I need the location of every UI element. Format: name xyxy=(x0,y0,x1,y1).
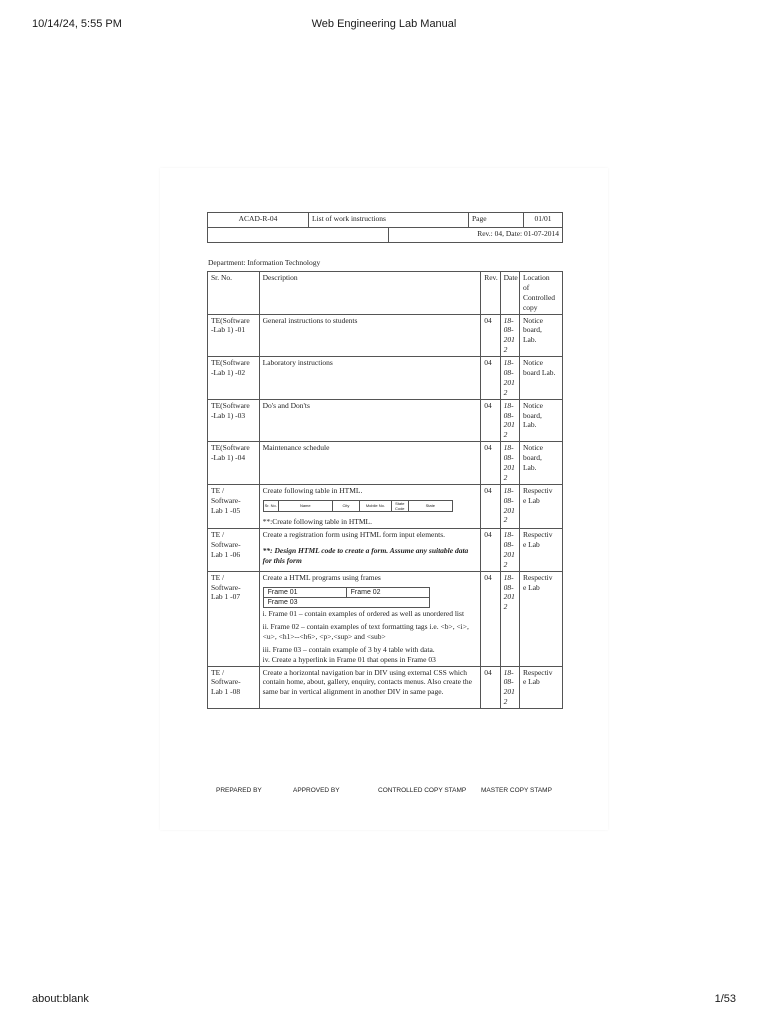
prepared-by-label: PREPARED BY xyxy=(216,787,262,794)
table-row xyxy=(208,399,563,442)
page-value: 01/01 xyxy=(524,213,563,228)
date-line: 08- xyxy=(503,453,514,463)
date-line: 18- xyxy=(503,667,514,677)
header-blank-cell xyxy=(208,228,389,243)
date-cell xyxy=(500,666,519,709)
sr-no-cell xyxy=(208,399,260,442)
sample-header-sr-no: Sr. No. xyxy=(263,500,278,512)
location-line: Controlled xyxy=(522,292,556,302)
print-url: about:blank xyxy=(32,993,89,1005)
location-cell xyxy=(519,314,562,357)
sr-no-line: Software- xyxy=(211,540,241,550)
location-line: e Lab xyxy=(522,540,540,550)
document-header-table xyxy=(207,212,563,243)
location-cell xyxy=(519,666,562,709)
column-header-date: Date xyxy=(500,272,519,315)
rev-cell: 04 xyxy=(481,442,500,485)
rev-cell: 04 xyxy=(481,399,500,442)
sr-no-line: Lab 1 -05 xyxy=(211,505,241,515)
controlled-copy-stamp-label: CONTROLLED COPY STAMP xyxy=(378,787,467,794)
frame-instruction: i. Frame 01 – contain examples of ordered as well as unordered list xyxy=(262,609,465,619)
location-line: Lab. xyxy=(522,335,537,345)
date-line: 201 xyxy=(503,505,515,515)
description-cell: Do's and Don'ts xyxy=(259,399,481,442)
frame-instruction: ii. Frame 02 – contain examples of text formatting tags i.e. <b>, <i>, <u>, <h1>--<h6>, <p>,<sup> and <sub> xyxy=(262,621,469,641)
description-cell xyxy=(259,484,481,528)
sr-no-line: Software- xyxy=(211,495,241,505)
location-cell xyxy=(519,529,562,572)
location-cell xyxy=(519,399,562,442)
rev-cell: 04 xyxy=(481,357,500,400)
rev-cell: 04 xyxy=(481,484,500,528)
date-line: 2 xyxy=(503,602,508,612)
date-line: 2 xyxy=(503,559,508,569)
approved-by-label: APPROVED BY xyxy=(293,787,340,794)
date-line: 18- xyxy=(503,572,514,582)
table-row xyxy=(208,314,563,357)
location-line: Location xyxy=(522,273,550,282)
date-line: 201 xyxy=(503,377,515,387)
table-row xyxy=(208,357,563,400)
sr-no-line: -Lab 1) -03 xyxy=(211,410,246,420)
description-cell: Create a horizontal navigation bar in DIV using external CSS which contain home, about, gallery, enquiry, contacts menus. Also create the same bar in vertical alignment in another DIV in same page. xyxy=(259,666,481,709)
location-line: of xyxy=(522,282,530,292)
sr-no-line: TE(Software xyxy=(211,315,250,325)
location-line: Respectiv xyxy=(522,572,553,582)
date-line: 18- xyxy=(503,530,514,540)
description-cell xyxy=(259,571,481,666)
sample-header-state: State xyxy=(408,500,452,512)
date-line: 18- xyxy=(503,358,514,368)
sr-no-line: TE / xyxy=(211,572,225,582)
work-instructions-table xyxy=(207,271,563,709)
table-row xyxy=(208,666,563,709)
master-copy-stamp-label: MASTER COPY STAMP xyxy=(481,787,552,794)
location-line: board, xyxy=(522,325,542,335)
sr-no-line: Lab 1 -06 xyxy=(211,549,241,559)
date-line: 2 xyxy=(503,697,508,707)
rev-cell: 04 xyxy=(481,314,500,357)
sr-no-cell xyxy=(208,442,260,485)
date-line: 08- xyxy=(503,368,514,378)
sr-no-line: TE(Software xyxy=(211,358,250,368)
location-line: e Lab xyxy=(522,677,540,687)
location-line: e Lab xyxy=(522,582,540,592)
table-row xyxy=(208,442,563,485)
page-label: Page xyxy=(469,213,524,228)
document-code: ACAD-R-04 xyxy=(208,213,309,228)
date-line: 08- xyxy=(503,410,514,420)
sample-header-name: Name xyxy=(278,500,332,512)
date-cell xyxy=(500,399,519,442)
date-line: 08- xyxy=(503,677,514,687)
date-line: 201 xyxy=(503,335,515,345)
print-title: Web Engineering Lab Manual xyxy=(311,18,457,30)
frame-01-box: Frame 01 xyxy=(263,587,346,597)
description-text: Create following table in HTML. xyxy=(262,485,363,495)
frame-instruction: iv. Create a hyperlink in Frame 01 that opens in Frame 03 xyxy=(262,654,436,664)
sr-no-cell xyxy=(208,314,260,357)
sr-no-line: TE / xyxy=(211,485,225,495)
description-note: **:Create following table in HTML. xyxy=(262,517,372,527)
sr-no-line: Lab 1 -07 xyxy=(211,592,241,602)
date-line: 08- xyxy=(503,582,514,592)
location-line: Notice xyxy=(522,315,543,325)
rev-cell: 04 xyxy=(481,571,500,666)
date-line: 2 xyxy=(503,430,508,440)
rev-cell: 04 xyxy=(481,529,500,572)
location-line: copy xyxy=(522,302,538,312)
location-line: board, xyxy=(522,453,542,463)
description-cell: General instructions to students xyxy=(259,314,481,357)
column-header-description: Description xyxy=(259,272,481,315)
date-line: 08- xyxy=(503,540,514,550)
date-line: 2 xyxy=(503,515,508,525)
date-cell xyxy=(500,357,519,400)
location-cell xyxy=(519,357,562,400)
sample-header-state-code: State Code xyxy=(391,500,408,512)
sr-no-cell xyxy=(208,666,260,709)
date-cell xyxy=(500,529,519,572)
date-line: 18- xyxy=(503,315,514,325)
location-line: Respectiv xyxy=(522,530,553,540)
column-header-rev: Rev. xyxy=(481,272,500,315)
sr-no-cell xyxy=(208,357,260,400)
frames-diagram xyxy=(263,587,430,608)
date-line: 2 xyxy=(503,345,508,355)
sample-header-city: City xyxy=(332,500,359,512)
description-note: **: Design HTML code to create a form. Assume any suitable data for this form xyxy=(262,546,469,565)
location-line: Notice xyxy=(522,400,543,410)
sr-no-line: Lab 1 -08 xyxy=(211,687,241,697)
description-text: Create a registration form using HTML form input elements. xyxy=(262,530,446,540)
frame-03-box: Frame 03 xyxy=(263,597,429,607)
date-cell xyxy=(500,314,519,357)
location-line: Respectiv xyxy=(522,667,553,677)
print-page-number: 1/53 xyxy=(714,993,736,1005)
signature-row xyxy=(160,787,608,799)
date-cell xyxy=(500,442,519,485)
table-row xyxy=(208,484,563,528)
date-line: 201 xyxy=(503,463,515,473)
sr-no-line: -Lab 1) -02 xyxy=(211,368,246,378)
location-line: Lab. xyxy=(522,420,537,430)
sr-no-line: Software- xyxy=(211,582,241,592)
print-footer xyxy=(0,993,768,1009)
date-line: 18- xyxy=(503,443,514,453)
rev-cell: 04 xyxy=(481,666,500,709)
date-line: 08- xyxy=(503,495,514,505)
date-line: 2 xyxy=(503,472,508,482)
sr-no-line: -Lab 1) -04 xyxy=(211,453,246,463)
location-line: e Lab xyxy=(522,495,540,505)
sample-header-mobile: Mobile No. xyxy=(360,500,392,512)
sr-no-line: -Lab 1) -01 xyxy=(211,325,246,335)
date-line: 2 xyxy=(503,387,508,397)
location-line: Notice xyxy=(522,358,543,368)
print-datetime: 10/14/24, 5:55 PM xyxy=(32,18,122,30)
date-line: 201 xyxy=(503,420,515,430)
sample-html-table xyxy=(263,500,453,513)
date-line: 201 xyxy=(503,592,515,602)
location-line: board Lab. xyxy=(522,368,556,378)
column-header-location xyxy=(519,272,562,315)
description-cell: Maintenance schedule xyxy=(259,442,481,485)
sr-no-line: TE(Software xyxy=(211,443,250,453)
description-cell xyxy=(259,529,481,572)
location-cell xyxy=(519,484,562,528)
revision-info: Rev.: 04, Date: 01-07-2014 xyxy=(389,228,563,243)
date-cell xyxy=(500,484,519,528)
table-header-row xyxy=(208,272,563,315)
sr-no-line: Software- xyxy=(211,677,241,687)
frame-02-box: Frame 02 xyxy=(346,587,429,597)
description-cell: Laboratory instructions xyxy=(259,357,481,400)
sr-no-line: TE / xyxy=(211,530,225,540)
sr-no-line: TE(Software xyxy=(211,400,250,410)
sr-no-cell xyxy=(208,484,260,528)
location-line: board, xyxy=(522,410,542,420)
date-cell xyxy=(500,571,519,666)
table-row xyxy=(208,529,563,572)
department-label: Department: Information Technology xyxy=(208,258,321,267)
date-line: 201 xyxy=(503,687,515,697)
location-line: Notice xyxy=(522,443,543,453)
location-cell xyxy=(519,571,562,666)
document-page xyxy=(160,168,608,830)
sr-no-cell xyxy=(208,529,260,572)
frame-instruction: iii. Frame 03 – contain example of 3 by 4 table with data. xyxy=(262,644,435,654)
location-line: Lab. xyxy=(522,463,537,473)
date-line: 18- xyxy=(503,485,514,495)
sr-no-line: TE / xyxy=(211,667,225,677)
date-line: 201 xyxy=(503,549,515,559)
column-header-sr-no: Sr. No. xyxy=(208,272,260,315)
sr-no-cell xyxy=(208,571,260,666)
location-line: Respectiv xyxy=(522,485,553,495)
list-title: List of work instructions xyxy=(309,213,469,228)
print-header xyxy=(0,18,768,34)
date-line: 18- xyxy=(503,400,514,410)
table-row xyxy=(208,571,563,666)
location-cell xyxy=(519,442,562,485)
description-text: Create a HTML programs using frames xyxy=(262,572,381,582)
date-line: 08- xyxy=(503,325,514,335)
